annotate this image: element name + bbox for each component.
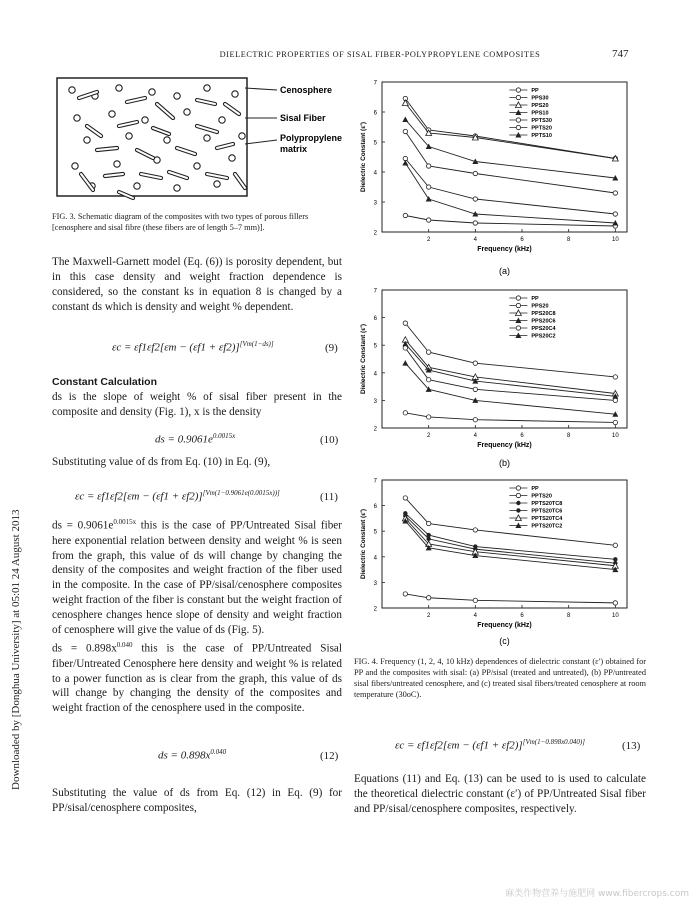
page-number: 747 bbox=[612, 48, 629, 60]
data-point bbox=[403, 411, 407, 415]
x-tick-label: 4 bbox=[473, 433, 478, 439]
label-cenosphere: Cenosphere bbox=[280, 85, 333, 95]
matrix-arrow bbox=[245, 140, 277, 144]
equation-13-exponent: [Vm(1−0.898x0.040)] bbox=[522, 738, 585, 746]
legend-marker bbox=[516, 493, 520, 497]
legend-marker bbox=[516, 125, 520, 129]
download-stamp bbox=[0, 0, 20, 905]
series-line bbox=[405, 594, 615, 603]
data-point bbox=[613, 543, 617, 547]
paragraph-untreated-sisal-text: this is the case of PP/Untreated Sisal fiber here exponential relation between density and weight % is seen from the graph, this value of ds will change by changing the density of the composites and weight fraction of the fiber used in the composite. In the case of PP/sisal/cenosphere composites weight fraction of the fiber is constant but the weight fraction of cenosphere changes hence slope of density and weight fraction of cenosphere will give the value of ds (Fig. 5). bbox=[52, 519, 342, 637]
data-point bbox=[613, 420, 617, 424]
y-tick-label: 2 bbox=[373, 426, 377, 433]
legend-label: PPTS20TC4 bbox=[531, 516, 563, 523]
data-point bbox=[473, 197, 477, 201]
cenosphere-particle bbox=[109, 111, 115, 117]
legend-label: PPS10 bbox=[531, 110, 549, 117]
y-tick-label: 7 bbox=[373, 478, 377, 485]
y-tick-label: 2 bbox=[373, 606, 377, 613]
data-point bbox=[403, 496, 407, 500]
x-tick-label: 2 bbox=[426, 613, 431, 619]
data-point bbox=[426, 350, 430, 354]
data-point bbox=[402, 117, 408, 123]
cenosphere-particle bbox=[74, 115, 80, 121]
running-head: DIELECTRIC PROPERTIES OF SISAL FIBER-POLYPROPYLENE COMPOSITES bbox=[219, 50, 541, 59]
y-tick-label: 7 bbox=[373, 80, 377, 87]
series-line bbox=[405, 363, 615, 414]
x-tick-label: 10 bbox=[611, 433, 619, 439]
legend-label: PPTS20TC8 bbox=[531, 501, 563, 508]
equation-9-number: (9) bbox=[325, 342, 338, 354]
legend-label: PPTS20 bbox=[531, 125, 552, 132]
legend-label: PPTS20 bbox=[531, 493, 552, 500]
legend-marker bbox=[516, 486, 520, 490]
cenosphere-particle bbox=[72, 163, 78, 169]
chart-b bbox=[352, 282, 652, 474]
equation-11-number: (11) bbox=[320, 491, 338, 503]
cenosphere-particle bbox=[116, 85, 122, 91]
legend-marker bbox=[516, 501, 520, 505]
x-axis-label: Frequency (kHz) bbox=[477, 442, 532, 449]
y-tick-label: 7 bbox=[373, 288, 377, 295]
series-line bbox=[405, 498, 615, 545]
paragraph-substitute-12: Substituting the value of ds from Eq. (12) in Eq. (9) for PP/sisal/cenosphere composites, bbox=[52, 787, 342, 814]
series-line bbox=[405, 132, 615, 194]
cenosphere-particle bbox=[126, 133, 132, 139]
y-tick-label: 6 bbox=[373, 316, 377, 323]
x-tick-label: 10 bbox=[611, 237, 619, 243]
equation-12-body: ds = 0.898x bbox=[158, 749, 211, 762]
cenosphere-particle bbox=[114, 161, 120, 167]
data-point bbox=[613, 557, 617, 561]
x-tick-label: 10 bbox=[611, 613, 619, 619]
data-point bbox=[613, 601, 617, 605]
paragraph-cenosphere-text: this is the case of PP/Untreated Sisal fiber/Untreated Cenosphere here density and weight % is related to a power function as is clear from the graph, this value of ds will change by changing the density of the composites and weight fraction of the cenosphere used in the composite. bbox=[52, 642, 342, 715]
legend-label: PPS20C4 bbox=[531, 326, 556, 333]
equation-9-body: εc = εf1εf2[εm − (εf1 + εf2)] bbox=[112, 341, 240, 354]
legend-label: PP bbox=[531, 88, 539, 95]
cenosphere-particle bbox=[164, 137, 170, 143]
cenosphere-particle bbox=[149, 89, 155, 95]
data-point bbox=[426, 218, 430, 222]
legend-label: PP bbox=[531, 296, 539, 303]
data-point bbox=[473, 171, 477, 175]
series-line bbox=[405, 344, 615, 396]
panel-label: (b) bbox=[499, 458, 510, 468]
label-sisal-fiber: Sisal Fiber bbox=[280, 113, 326, 123]
legend-label: PPTS10 bbox=[531, 133, 552, 140]
data-point bbox=[426, 378, 430, 382]
series-line bbox=[405, 163, 615, 223]
cenosphere-particle bbox=[219, 117, 225, 123]
data-point bbox=[473, 387, 477, 391]
y-axis-label: Dielectric Constant (ε′) bbox=[360, 508, 367, 580]
data-point bbox=[473, 361, 477, 365]
equation-9-exponent: [Vm(1−ds)] bbox=[239, 340, 274, 348]
legend-label: PPTS30 bbox=[531, 118, 552, 125]
y-tick-label: 4 bbox=[373, 555, 377, 562]
y-tick-label: 6 bbox=[373, 110, 377, 117]
download-stamp-text: Downloaded by [Donghua University] at 05:01 24 August 2013 bbox=[10, 509, 22, 790]
section-heading: Constant Calculation bbox=[52, 376, 158, 388]
equation-10 bbox=[155, 432, 235, 446]
cenosphere-particle bbox=[174, 185, 180, 191]
panel-label: (a) bbox=[499, 266, 510, 276]
legend-marker bbox=[516, 88, 520, 92]
data-point bbox=[613, 212, 617, 216]
y-tick-label: 5 bbox=[373, 343, 377, 350]
equation-12-number: (12) bbox=[320, 750, 339, 762]
equation-12 bbox=[158, 748, 226, 762]
y-tick-label: 6 bbox=[373, 504, 377, 511]
cenosphere-particle bbox=[142, 117, 148, 123]
legend-label: PPS20C8 bbox=[531, 311, 556, 318]
x-axis-label: Frequency (kHz) bbox=[477, 246, 532, 253]
series-line bbox=[405, 120, 615, 179]
legend-label: PPS20 bbox=[531, 303, 549, 310]
data-point bbox=[473, 221, 477, 225]
equation-9 bbox=[112, 340, 274, 354]
legend-label: PPTS20TC6 bbox=[531, 508, 563, 515]
equation-13-number: (13) bbox=[622, 740, 641, 752]
x-tick-label: 8 bbox=[566, 433, 571, 439]
data-point bbox=[426, 415, 430, 419]
data-point bbox=[613, 191, 617, 195]
inline-eq-ds2-exponent: 0.040 bbox=[116, 640, 133, 649]
legend-marker bbox=[516, 95, 520, 99]
paragraph-untreated-sisal bbox=[52, 515, 342, 716]
cenosphere-particle bbox=[69, 87, 75, 93]
data-point bbox=[402, 360, 408, 366]
x-tick-label: 6 bbox=[520, 237, 524, 243]
label-matrix: matrix bbox=[280, 144, 308, 154]
series-line bbox=[405, 413, 615, 423]
chart-a bbox=[352, 74, 652, 284]
plot-frame bbox=[382, 82, 627, 232]
paragraph-equations-use: Equations (11) and Eq. (13) can be used to is used to calculate the theoretical dielectric constant (ε′) of PP/Untreated Sisal fiber and PP/sisal/cenosphere composites, respectively. bbox=[354, 773, 646, 815]
data-point bbox=[613, 398, 617, 402]
equation-10-number: (10) bbox=[320, 434, 339, 446]
y-tick-label: 4 bbox=[373, 371, 377, 378]
y-tick-label: 5 bbox=[373, 140, 377, 147]
cenosphere-particle bbox=[84, 137, 90, 143]
data-point bbox=[473, 528, 477, 532]
data-point bbox=[426, 533, 430, 537]
cenosphere-particle bbox=[229, 155, 235, 161]
data-point bbox=[403, 592, 407, 596]
fig3-schematic bbox=[52, 74, 352, 204]
x-tick-label: 2 bbox=[426, 433, 431, 439]
data-point bbox=[426, 521, 430, 525]
x-tick-label: 2 bbox=[426, 237, 431, 243]
fig3-caption: FIG. 3. Schematic diagram of the composites with two types of porous fillers [cenosphere and sisal fibre (these fibers are of length 5–7 mm)]. bbox=[52, 212, 309, 232]
cenosphere-particle bbox=[232, 91, 238, 97]
equation-10-body: ds = 0.9061e bbox=[155, 433, 213, 446]
y-axis-label: Dielectric Constant (ε′) bbox=[360, 323, 367, 395]
x-tick-label: 4 bbox=[473, 237, 478, 243]
watermark: 麻类作物营养与施肥网 www.fibercrops.com bbox=[505, 889, 689, 899]
data-point bbox=[426, 596, 430, 600]
y-tick-label: 3 bbox=[373, 200, 377, 207]
cenosphere-particle bbox=[214, 181, 220, 187]
legend-label: PPS20 bbox=[531, 103, 549, 110]
cenosphere-particle bbox=[134, 183, 140, 189]
legend-label: PPS20C6 bbox=[531, 318, 556, 325]
legend-marker bbox=[516, 303, 520, 307]
cenosphere-particle bbox=[204, 135, 210, 141]
data-point bbox=[426, 185, 430, 189]
y-tick-label: 4 bbox=[373, 170, 377, 177]
label-polypropylene: Polypropylene bbox=[280, 133, 343, 143]
data-point bbox=[403, 321, 407, 325]
legend-label: PPTS20TC2 bbox=[531, 523, 563, 530]
x-tick-label: 6 bbox=[520, 613, 524, 619]
equation-13 bbox=[395, 738, 585, 752]
fig4-caption: FIG. 4. Frequency (1, 2, 4, 10 kHz) dependences of dielectric constant (ε′) obtained for PP and the composites with sisal: (a) PP/sisal (treated and untreated), (b) PP/untreated sisal fibers/untreated cenosphere, and (c) treated sisal fibers/treated cenosphere at room temperature (30oC). bbox=[354, 657, 646, 699]
inline-eq-ds1: ds = 0.9061e bbox=[52, 519, 114, 532]
cenosphere-particle bbox=[184, 109, 190, 115]
equation-11-exponent: [Vm(1−0.9061e(0.0015x))] bbox=[202, 489, 280, 497]
equation-11 bbox=[75, 489, 280, 503]
paragraph-maxwell-garnett: The Maxwell-Garnett model (Eq. (6)) is porosity dependent, but in this case density and weight fraction dependence is considered, so the constant ks in equation 8 is changed by a constant ds which is density and weight % dependent. bbox=[52, 256, 342, 313]
equation-11-body: εc = εf1εf2[εm − (εf1 + εf2)] bbox=[75, 490, 203, 503]
cenosphere-particle bbox=[194, 163, 200, 169]
equation-12-exponent: 0.040 bbox=[210, 748, 227, 756]
data-point bbox=[403, 213, 407, 217]
y-tick-label: 3 bbox=[373, 398, 377, 405]
equation-13-body: εc = εf1εf2[εm − (εf1 + εf2)] bbox=[395, 739, 523, 752]
equation-10-exponent: 0.0015x bbox=[212, 432, 236, 440]
data-point bbox=[426, 164, 430, 168]
cenosphere-particle bbox=[204, 85, 210, 91]
legend-label: PPS30 bbox=[531, 95, 549, 102]
cenosphere-particle bbox=[239, 133, 245, 139]
data-point bbox=[403, 129, 407, 133]
x-tick-label: 4 bbox=[473, 613, 478, 619]
y-tick-label: 3 bbox=[373, 580, 377, 587]
y-tick-label: 5 bbox=[373, 529, 377, 536]
data-point bbox=[426, 196, 432, 202]
x-tick-label: 6 bbox=[520, 433, 524, 439]
legend-marker bbox=[516, 508, 520, 512]
legend-marker bbox=[516, 326, 520, 330]
paragraph-substitute-10: Substituting value of ds from Eq. (10) in Eq. (9), bbox=[52, 456, 271, 468]
x-axis-label: Frequency (kHz) bbox=[477, 622, 532, 629]
data-point bbox=[403, 346, 407, 350]
cenosphere-particle bbox=[174, 93, 180, 99]
cenosphere-arrow bbox=[245, 88, 277, 90]
y-axis-label: Dielectric Constant (ε′) bbox=[360, 121, 367, 193]
plot-frame bbox=[382, 480, 627, 608]
legend-label: PP bbox=[531, 486, 539, 493]
panel-label: (c) bbox=[499, 636, 510, 646]
legend-marker bbox=[516, 118, 520, 122]
data-point bbox=[613, 375, 617, 379]
inline-eq-ds1-exponent: 0.0015x bbox=[113, 518, 137, 526]
data-point bbox=[473, 598, 477, 602]
y-tick-label: 2 bbox=[373, 230, 377, 237]
chart-c bbox=[352, 474, 652, 652]
legend-label: PPS20C2 bbox=[531, 333, 556, 340]
paragraph-ds-slope: ds is the slope of weight % of sisal fiber present in the composite and density (Fig. 1), x is the density bbox=[52, 391, 342, 418]
inline-eq-ds2: ds = 0.898x bbox=[52, 642, 117, 655]
x-tick-label: 8 bbox=[566, 613, 571, 619]
x-tick-label: 8 bbox=[566, 237, 571, 243]
series-line bbox=[405, 159, 615, 215]
legend-marker bbox=[516, 296, 520, 300]
data-point bbox=[473, 418, 477, 422]
